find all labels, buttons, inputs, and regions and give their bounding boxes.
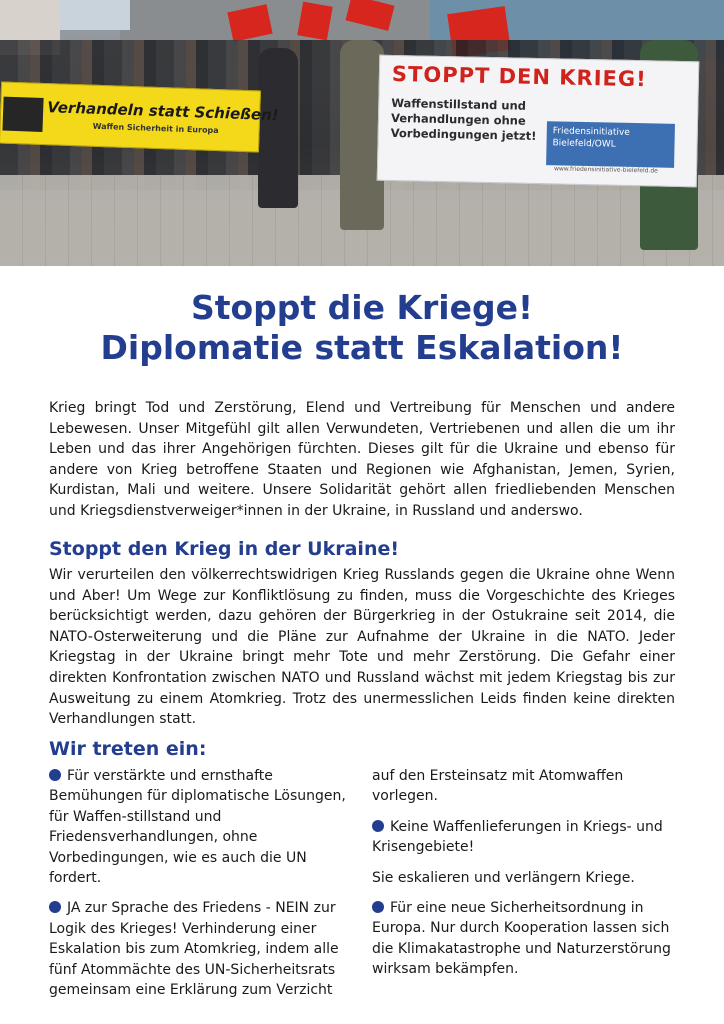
section-heading-ukraine: Stoppt den Krieg in der Ukraine! (49, 538, 400, 560)
bullet-icon (372, 820, 384, 832)
yellow-banner-text: Verhandeln statt Schießen! (46, 98, 279, 125)
intro-paragraph: Krieg bringt Tod und Zerstörung, Elend und Vertreibung für Menschen und andere Lebewesen. Unser Mitgefühl gilt allen Verwundeten, Vertriebenen und allen die um ihr Leben und das ihrer Angehörigen fürchten. Dieses gilt für die Ukraine und ebenso für andere von Krieg betroffene Staaten und Regionen wie Afghanistan, Jemen, Syrien, Kurdistan, Mali und weitere. Unsere Solidarität gehört allen friedliebenden Menschen und Kriegsdienstverweiger*innen in der Ukraine, in Russland und anderswo. (49, 400, 675, 519)
title-line-2: Diplomatie statt Eskalation! (100, 328, 624, 367)
yellow-banner-subtext: Waffen Sicherheit in Europa (92, 121, 219, 136)
bullet-icon (49, 901, 61, 913)
red-flag (297, 2, 332, 41)
list-item (49, 766, 354, 888)
yellow-banner (0, 81, 279, 152)
page-title (0, 288, 724, 368)
sky (60, 0, 130, 30)
section-ukraine-paragraph: Wir verurteilen den völkerrechtswidrigen Krieg Russlands gegen die Ukraine ohne Wenn und Aber! Um Wege zur Konfliktlösung zu finden, muss die Vorgeschichte des Krieges berücksichtigt werden, dazu gehören der Bürgerkrieg in der Ostukraine seit 2014, die NATO-Osterweiterung und die Pläne zur Aufnahme der Ukraine in die NATO. Jeder Kriegstag in der Ukraine bringt mehr Tote und mehr Zerstörung. Die Gefahr einer direkten Konfrontation zwischen NATO und Russland wächst mit jedem Kriegstag bis zur Ausweitung zu einem Atomkrieg. Trotz des unermesslichen Leids finden keine direkten Verhandlungen statt. (49, 567, 675, 728)
white-banner-title: STOPPT DEN KRIEG! (391, 61, 647, 92)
demands-right-column (372, 766, 672, 990)
list-item (372, 898, 672, 980)
section-heading-demands: Wir treten ein: (49, 738, 207, 760)
white-banner (377, 55, 700, 188)
list-item-text: JA zur Sprache des Friedens - NEIN zur Logik des Krieges! Verhinderung einer Eskalation bis zum Atomkrieg, indem alle fünf Atommächte des UN-Sicherheitsrats gemeinsam eine Erklärung zum Verzicht (49, 900, 339, 999)
white-banner-org: Friedensinitiative Bielefeld/OWL (546, 121, 675, 168)
bullet-icon (372, 901, 384, 913)
list-item (372, 817, 672, 858)
peace-dove-icon (2, 97, 43, 132)
bullet-icon (49, 769, 61, 781)
person (258, 48, 298, 208)
list-item-text: Für verstärkte und ernsthafte Bemühungen für diplomatische Lösungen, für Waffen-stillstand und Friedensverhandlungen, ohne Vorbedingungen, wie es auch die UN fordert. (49, 768, 346, 887)
list-item-text: Keine Waffenlieferungen in Kriegs- und Krisengebiete! (372, 818, 663, 856)
white-banner-body: Waffenstillstand und Verhandlungen ohne Vorbedingungen jetzt! (390, 95, 537, 143)
list-item (49, 898, 354, 1000)
title-line-1: Stoppt die Kriege! (190, 288, 534, 327)
plain-statement: Sie eskalieren und verlängern Kriege. (372, 869, 635, 886)
white-banner-url: www.friedensinitiative-bielefeld.de (553, 165, 658, 175)
demands-left-column (49, 766, 354, 1010)
list-item-text: Für eine neue Sicherheitsordnung in Europa. Nur durch Kooperation lassen sich die Klimakatastrophe und Naturzerstörung wirksam bekämpfen. (372, 900, 671, 978)
list-item-continuation: auf den Ersteinsatz mit Atomwaffen vorlegen. (372, 768, 624, 805)
header-photo (0, 0, 724, 266)
